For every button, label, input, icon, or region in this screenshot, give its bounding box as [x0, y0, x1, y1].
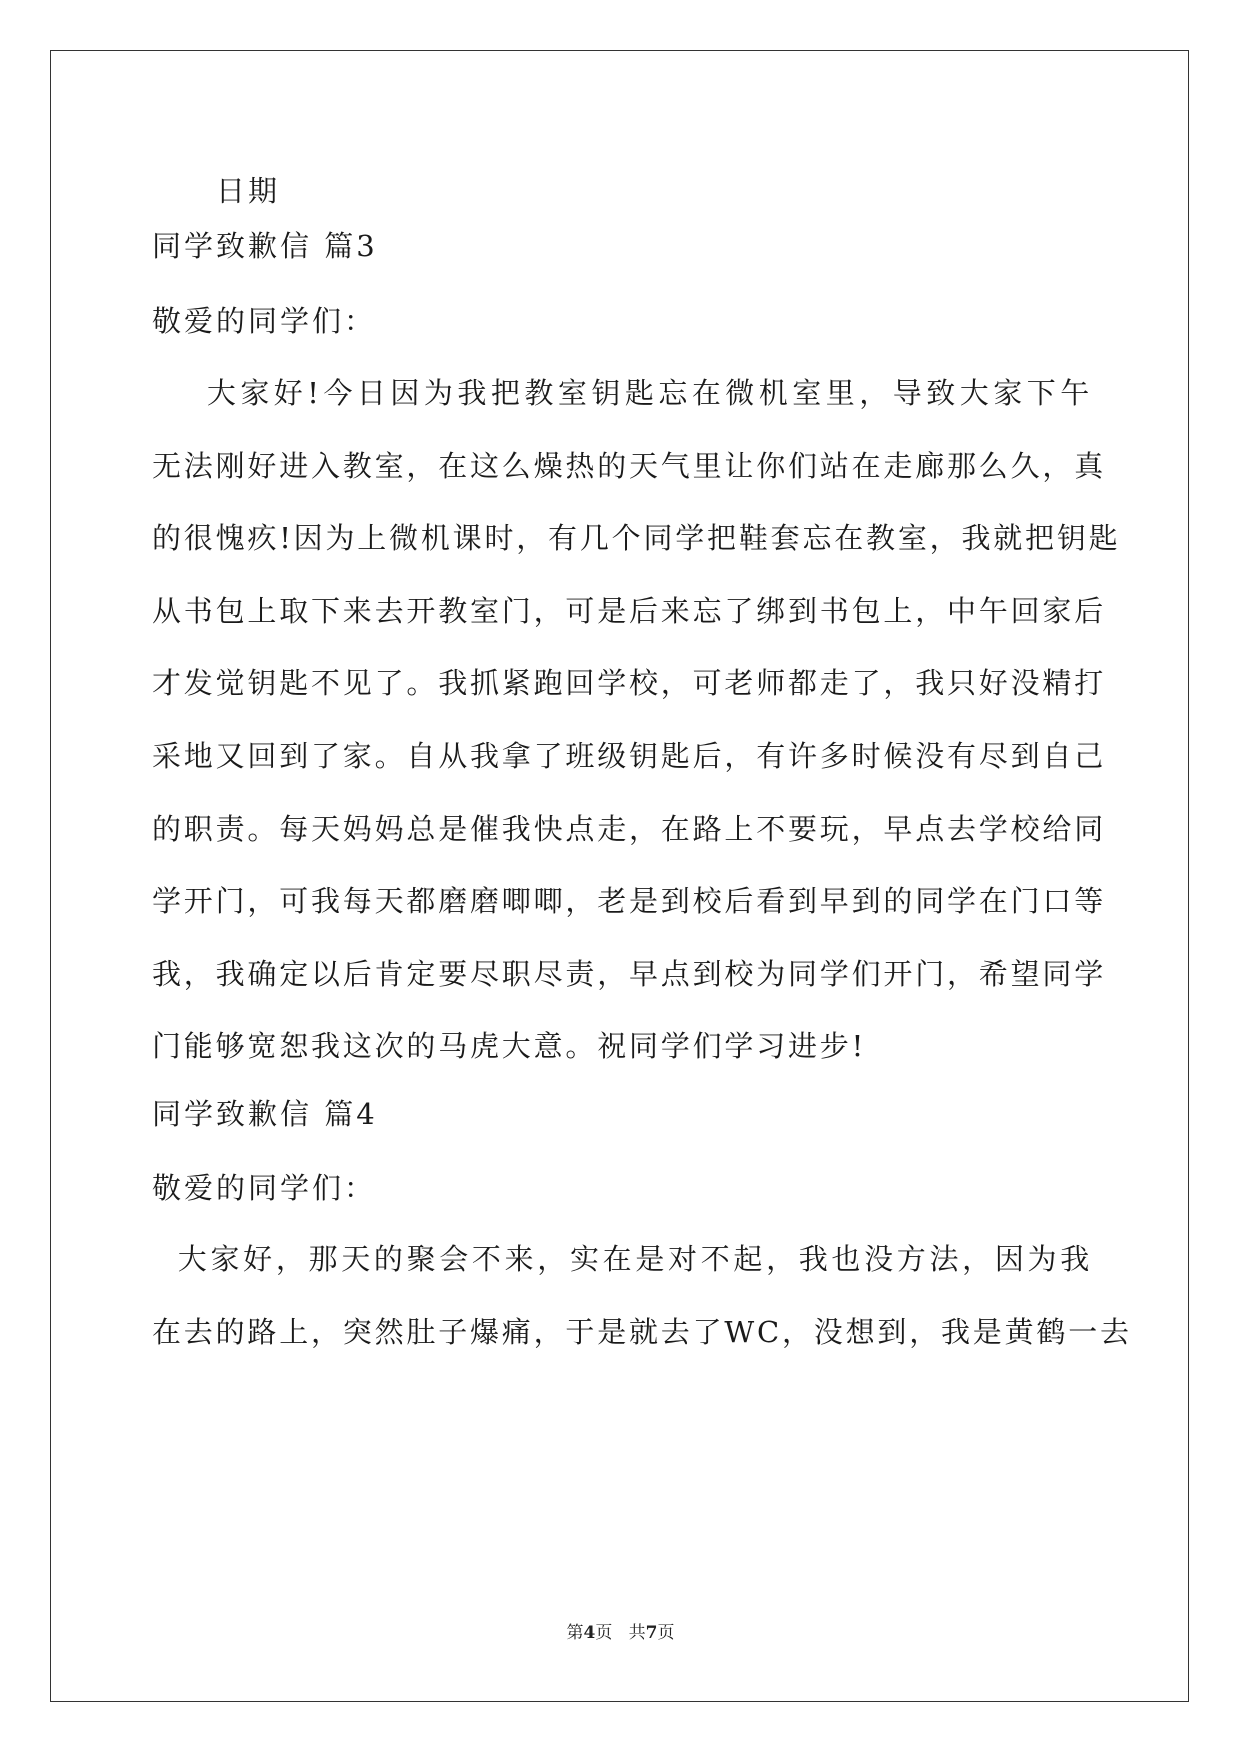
footer-page-suffix: 页: [595, 1623, 613, 1643]
footer-page-number: 4: [583, 1623, 596, 1643]
section3-line-4: 从书包上取下来去开教室门，可是后来忘了绑到书包上，中午回家后: [152, 593, 1107, 628]
section-3-heading: 同学致歉信 篇3: [152, 229, 378, 263]
section-4-salutation: 敬爱的同学们：: [152, 1171, 377, 1205]
page-footer: [0, 1618, 1241, 1643]
footer-prefix: 第: [566, 1623, 584, 1643]
footer-total-suffix: 页: [657, 1623, 675, 1643]
section3-line-8: 学开门，可我每天都磨磨唧唧，老是到校后看到早到的同学在门口等: [152, 884, 1107, 919]
section3-line-6: 采地又回到了家。自从我拿了班级钥匙后，有许多时候没有尽到自己: [152, 738, 1107, 773]
footer-total-pages: 7: [645, 1623, 658, 1643]
footer-total-prefix: 共: [628, 1623, 646, 1643]
section3-line-9: 我，我确定以后肯定要尽职尽责，早点到校为同学们开门，希望同学: [152, 956, 1107, 991]
section-3-body: [152, 357, 1121, 1083]
section3-line-7: 的职责。每天妈妈总是催我快点走，在路上不要玩，早点去学校给同: [152, 811, 1107, 846]
section-4-body: [152, 1223, 1132, 1368]
section-4-heading: 同学致歉信 篇4: [152, 1097, 378, 1131]
section3-line-5: 才发觉钥匙不见了。我抓紧跑回学校，可老师都走了，我只好没精打: [152, 666, 1107, 701]
section3-line-2: 无法刚好进入教室，在这么燥热的天气里让你们站在走廊那么久，真: [152, 448, 1107, 483]
section3-line-1: 大家好!今日因为我把教室钥匙忘在微机室里，导致大家下午: [152, 376, 1092, 410]
section4-line-1: 大家好，那天的聚会不来，实在是对不起，我也没方法，因为我: [152, 1242, 1092, 1276]
section-3-salutation: 敬爱的同学们：: [152, 304, 377, 338]
section3-line-10: 门能够宽恕我这次的马虎大意。祝同学们学习进步!: [152, 1029, 867, 1064]
section4-line-2: 在去的路上，突然肚子爆痛，于是就去了WC，没想到，我是黄鹤一去: [152, 1314, 1132, 1349]
section3-line-3: 的很愧疚!因为上微机课时，有几个同学把鞋套忘在教室，我就把钥匙: [152, 521, 1121, 556]
date-label: 日期: [216, 174, 281, 208]
